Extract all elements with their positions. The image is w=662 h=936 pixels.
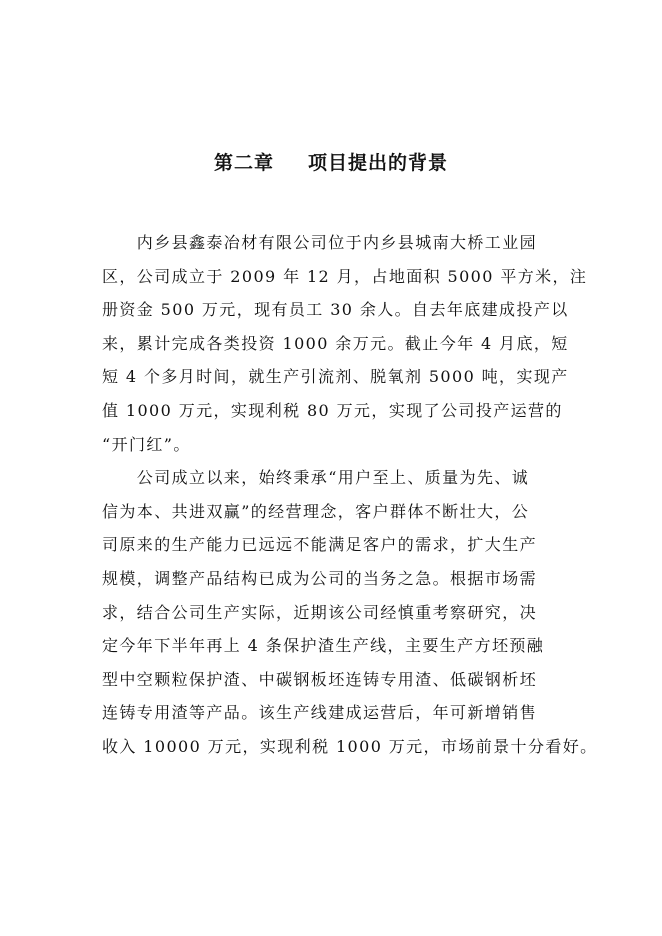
text-line: 值 1000 万元，实现利税 80 万元，实现了公司投产运营的: [102, 400, 563, 420]
text-line: 司原来的生产能力已远远不能满足客户的需求，扩大生产: [102, 535, 538, 555]
text-line: 短 4 个多月时间，就生产引流剂、脱氧剂 5000 吨，实现产: [102, 367, 569, 387]
text-line: 求，结合公司生产实际，近期该公司经慎重考察研究，决: [102, 602, 538, 622]
chapter-heading: [0, 148, 662, 175]
text-line: 连铸专用渣等产品。该生产线建成运营后，年可新增销售: [102, 703, 538, 723]
text-line: 公司成立以来，始终秉承“用户至上、质量为先、诚: [102, 468, 530, 488]
text-line: 收入 10000 万元，实现利税 1000 万元，市场前景十分看好。: [102, 736, 598, 756]
chapter-title-text: 项目提出的背景: [308, 152, 449, 174]
text-line: 信为本、共进双赢”的经营理念，客户群体不断壮大，公: [102, 501, 530, 521]
text-line: 定今年下半年再上 4 条保护渣生产线，主要生产方坯预融: [102, 636, 545, 656]
chapter-number: 第二章: [213, 152, 274, 174]
text-line: 册资金 500 万元，现有员工 30 余人。自去年底建成投产以: [102, 300, 569, 320]
text-line: “开门红”。: [102, 434, 191, 454]
text-line: 内乡县鑫泰冶材有限公司位于内乡县城南大桥工业园: [102, 233, 538, 252]
text-line: 型中空颗粒保护渣、中碳钢板坯连铸专用渣、低碳钢析坯: [102, 669, 538, 689]
text-line: 区，公司成立于 2009 年 12 月，占地面积 5000 平方米，注: [102, 266, 588, 286]
text-line: 来，累计完成各类投资 1000 余万元。截止今年 4 月底，短: [102, 333, 569, 353]
text-line: 规模，调整产品结构已成为公司的当务之急。根据市场需: [102, 568, 538, 588]
body-text: [102, 226, 662, 764]
